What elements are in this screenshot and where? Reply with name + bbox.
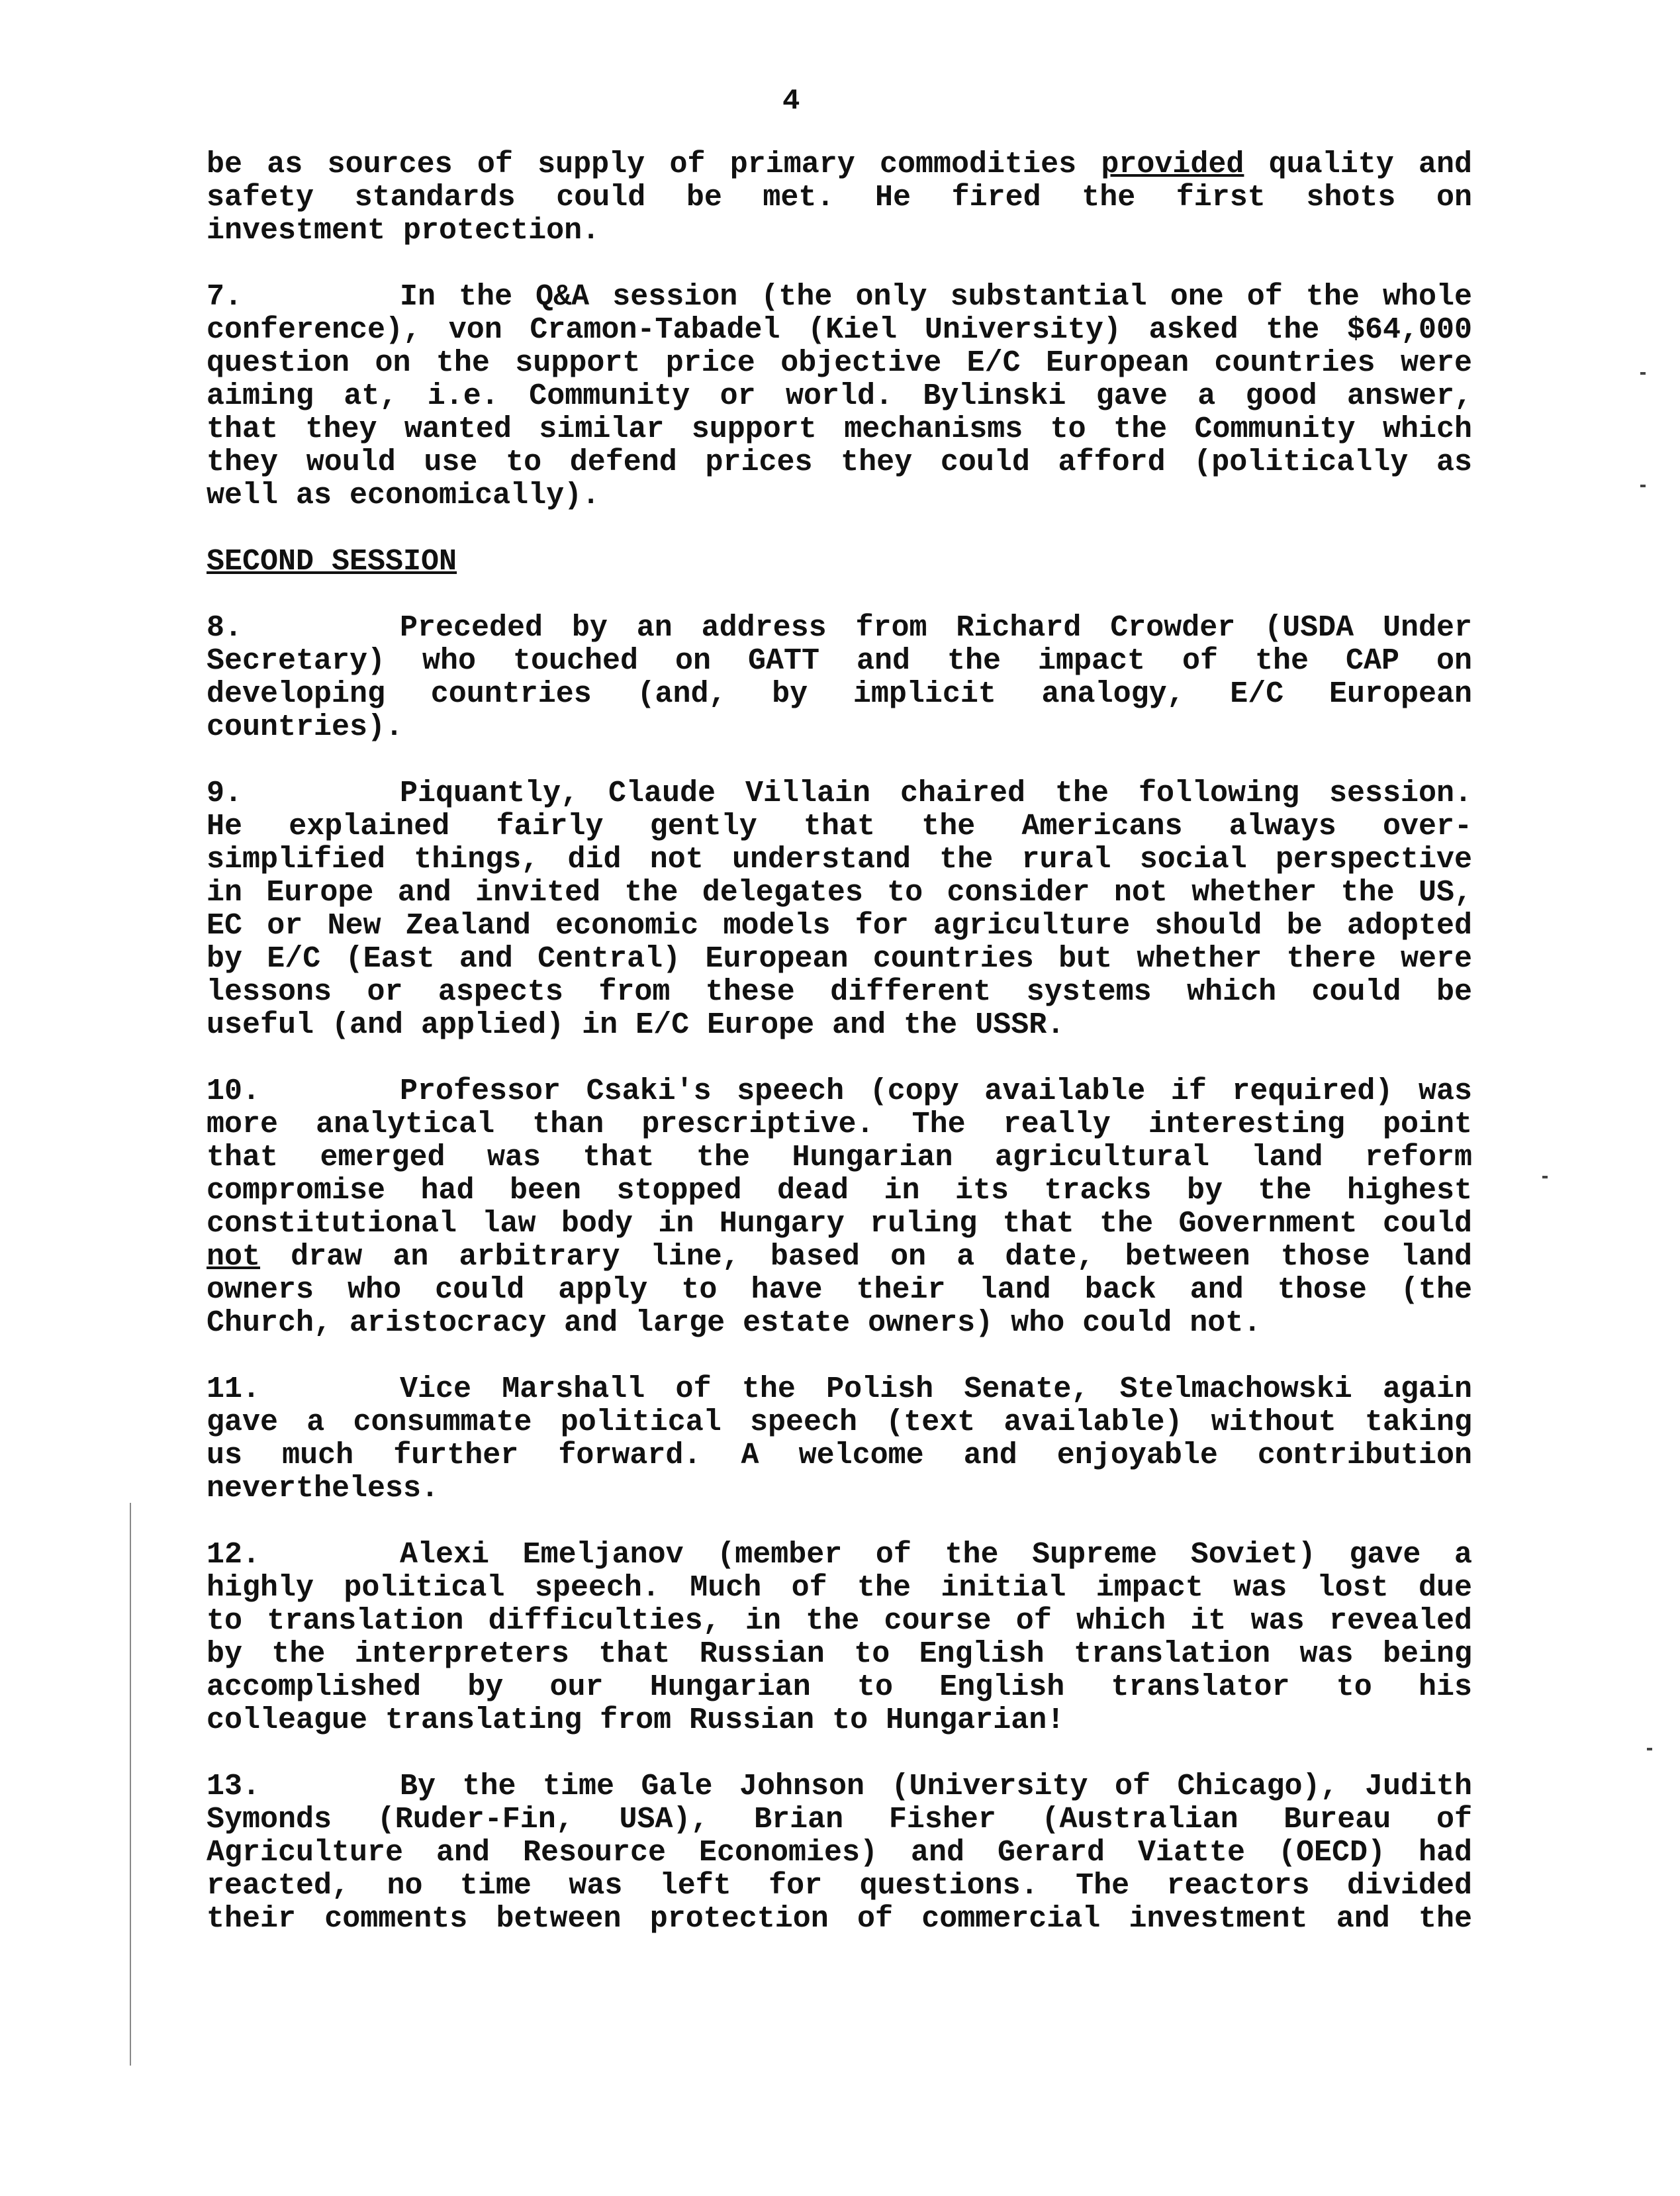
text-line: developing countries (and, by implicit analogy, E/C European	[207, 677, 1472, 711]
text-line: us much further forward. A welcome and enjoyable contribution	[207, 1439, 1472, 1472]
paragraph-13	[207, 1770, 1472, 1936]
text-line: accomplished by our Hungarian to English translator to his	[207, 1670, 1472, 1704]
underlined-word: provided	[1101, 148, 1244, 181]
text-line: Symonds (Ruder-Fin, USA), Brian Fisher (Australian Bureau of	[207, 1803, 1472, 1837]
paragraph-number: 11.	[207, 1372, 261, 1406]
paragraph-number: 12.	[207, 1538, 261, 1572]
text-line: to translation difficulties, in the course of which it was revealed	[207, 1604, 1472, 1638]
paragraph-9	[207, 777, 1472, 1042]
text-line: well as economically).	[207, 479, 600, 512]
underlined-word: not	[207, 1240, 261, 1274]
text-line	[207, 777, 1472, 810]
paragraph-10	[207, 1075, 1472, 1340]
text-line	[207, 1539, 1472, 1572]
text-line	[207, 1075, 1472, 1108]
text-line: their comments between protection of commercial investment and the	[207, 1902, 1472, 1936]
text-line	[207, 612, 1472, 645]
text-span: quality and	[1244, 148, 1472, 181]
section-heading: SECOND SESSION	[207, 545, 457, 579]
text-line: owners who could apply to have their land back and those (the	[207, 1273, 1472, 1307]
document-body	[207, 148, 1472, 1969]
text-line: by E/C (East and Central) European countries but whether there were	[207, 942, 1472, 976]
text-line: investment protection.	[207, 214, 600, 248]
text-span: Preceded by an address from Richard Crowder (USDA Under	[400, 611, 1472, 645]
text-span: Piquantly, Claude Villain chaired the following session.	[400, 777, 1472, 810]
text-line: in Europe and invited the delegates to consider not whether the US,	[207, 876, 1472, 910]
text-line	[207, 148, 1472, 181]
text-line: colleague translating from Russian to Hungarian!	[207, 1703, 1065, 1737]
scan-speck	[1640, 485, 1646, 487]
text-line: nevertheless.	[207, 1472, 440, 1505]
text-line: EC or New Zealand economic models for agriculture should be adopted	[207, 909, 1472, 943]
text-line: He explained fairly gently that the Americans always over-	[207, 810, 1472, 843]
scan-speck	[1647, 1748, 1652, 1750]
text-line: simplified things, did not understand the rural social perspective	[207, 843, 1472, 877]
text-line: question on the support price objective E/C European countries were	[207, 346, 1472, 380]
text-line: that emerged was that the Hungarian agricultural land reform	[207, 1141, 1472, 1174]
text-line: they would use to defend prices they could afford (politically as	[207, 446, 1472, 479]
text-line: constitutional law body in Hungary ruling that the Government could	[207, 1207, 1472, 1241]
paragraph-number: 8.	[207, 611, 243, 645]
text-line: safety standards could be met. He fired the first shots on	[207, 181, 1472, 215]
text-line	[207, 1241, 1472, 1274]
text-line: more analytical than prescriptive. The really interesting point	[207, 1108, 1472, 1141]
text-span: Alexi Emeljanov (member of the Supreme Soviet) gave a	[400, 1538, 1472, 1572]
paragraph-number: 9.	[207, 777, 243, 810]
paragraph-12	[207, 1539, 1472, 1737]
text-span: be as sources of supply of primary commodities	[207, 148, 1101, 181]
paragraph-number: 13.	[207, 1770, 261, 1803]
text-line	[207, 281, 1472, 314]
paragraph-number: 7.	[207, 280, 243, 314]
text-line	[207, 1770, 1472, 1803]
text-span: In the Q&A session (the only substantial one of the whole	[400, 280, 1472, 314]
paragraph-number: 10.	[207, 1074, 261, 1108]
text-line: useful (and applied) in E/C Europe and the USSR.	[207, 1008, 1065, 1042]
paragraph-7	[207, 281, 1472, 512]
text-line: lessons or aspects from these different systems which could be	[207, 975, 1472, 1009]
text-line: highly political speech. Much of the initial impact was lost due	[207, 1571, 1472, 1605]
text-line: Agriculture and Resource Economies) and Gerard Viatte (OECD) had	[207, 1836, 1472, 1870]
text-line: Church, aristocracy and large estate owners) who could not.	[207, 1306, 1262, 1340]
text-line: reacted, no time was left for questions. The reactors divided	[207, 1869, 1472, 1903]
text-span: draw an arbitrary line, based on a date, between those land	[260, 1240, 1472, 1274]
text-line: by the interpreters that Russian to English translation was being	[207, 1637, 1472, 1671]
text-line: that they wanted similar support mechanisms to the Community which	[207, 412, 1472, 446]
scan-speck	[1640, 372, 1646, 375]
text-line: conference), von Cramon-Tabadel (Kiel University) asked the $64,000	[207, 313, 1472, 347]
page-number: 4	[782, 85, 800, 118]
scan-speck	[1542, 1176, 1548, 1178]
text-span: Vice Marshall of the Polish Senate, Stelmachowski again	[400, 1372, 1472, 1406]
paragraph-8	[207, 612, 1472, 744]
text-line: countries).	[207, 710, 404, 744]
paragraph-intro	[207, 148, 1472, 248]
margin-line-mark	[130, 1503, 131, 2066]
text-line	[207, 1373, 1472, 1406]
text-span: By the time Gale Johnson (University of Chicago), Judith	[400, 1770, 1472, 1803]
text-span: Professor Csaki's speech (copy available if required) was	[400, 1074, 1472, 1108]
text-line: Secretary) who touched on GATT and the impact of the CAP on	[207, 644, 1472, 678]
text-line: gave a consummate political speech (text available) without taking	[207, 1406, 1472, 1439]
text-line: aiming at, i.e. Community or world. Bylinski gave a good answer,	[207, 379, 1472, 413]
text-line: compromise had been stopped dead in its tracks by the highest	[207, 1174, 1472, 1208]
paragraph-11	[207, 1373, 1472, 1505]
